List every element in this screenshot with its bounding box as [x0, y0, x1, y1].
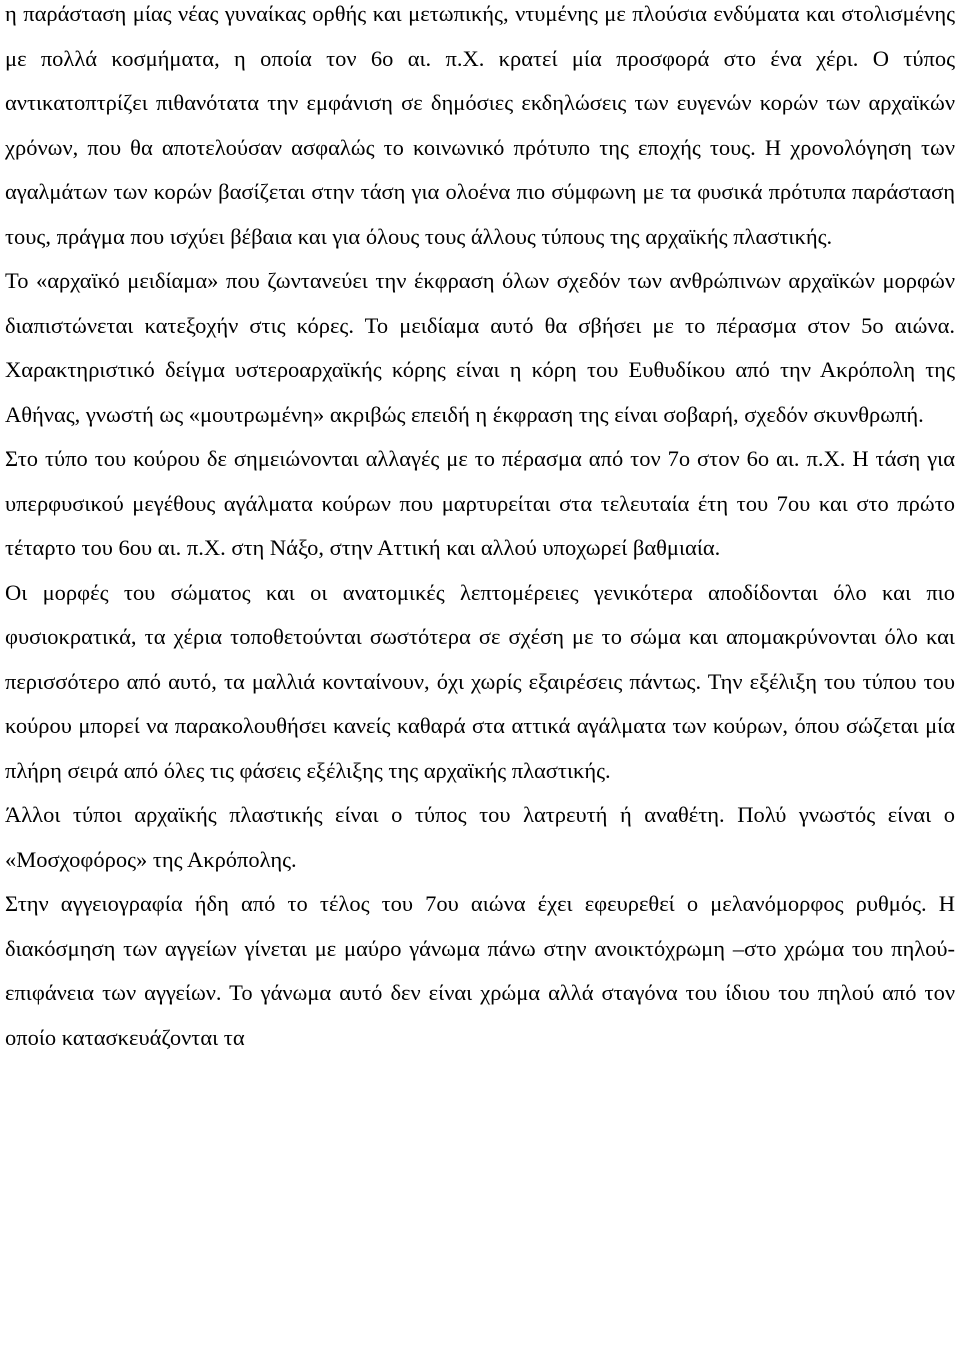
paragraph-body-forms: Οι μορφές του σώματος και οι ανατομικές λεπτομέρειες γενικότερα αποδίδονται όλο και πιο φυσιοκρατικά, τα χέρια τοποθετούνται σωστότερα σε σχέση με το σώμα και απομακρύνονται όλο και περισσότερο από αυτό, τα μαλλιά κονταίνουν, όχι χωρίς εξαιρέσεις πάντως. Την εξέλιξη του τύπου του κούρου μπορεί να παρακολουθήσει κανείς καθαρά στα αττικά αγάλματα των κούρων, όπου σώζεται μία πλήρη σειρά από όλες τις φάσεις εξέλιξης της αρχαϊκής πλαστικής.	[5, 579, 955, 783]
paragraph-korai-description: η παράσταση μίας νέας γυναίκας ορθής και μετωπικής, ντυμένης με πλούσια ενδύματα και στολισμένης με πολλά κοσμήματα, η οποία τον 6ο αι. π.Χ. κρατεί μία προσφορά στο ένα χέρι. Ο τύπος αντικατοπτρίζει πιθανότατα την εμφάνιση σε δημόσιες εκδηλώσεις των ευγενών κορών των αρχαϊκών χρόνων, που θα αποτελούσαν ασφαλώς το κοινωνικό πρότυπο της εποχής τους. Η χρονολόγηση των αγαλμάτων των κορών βασίζεται στην τάση για ολοένα πιο σύμφωνη με τα φυσικά πρότυπα παράσταση τους, πράγμα που ισχύει βέβαια και για όλους τους άλλους τύπους της αρχαϊκής πλαστικής.	[5, 1, 955, 249]
document-page	[5, 0, 955, 1060]
paragraph-vase-painting: Στην αγγειογραφία ήδη από το τέλος του 7ου αιώνα έχει εφευρεθεί ο μελανόμορφος ρυθμός. Η διακόσμηση των αγγείων γίνεται με μαύρο γάνωμα πάνω στην ανοικτόχρωμη –στο χρώμα του πηλού- επιφάνεια των αγγείων. Το γάνωμα αυτό δεν είναι χρώμα αλλά σταγόνα του ίδιου του πηλού από τον οποίο κατασκευάζονται τα	[5, 891, 955, 1050]
paragraph-kouros-type: Στο τύπο του κούρου δε σημειώνονται αλλαγές με το πέρασμα από τον 7ο στον 6ο αι. π.Χ. Η τάση για υπερφυσικού μεγέθους αγάλματα κούρων που μαρτυρείται στα τελευταία έτη του 7ου και στο πρώτο τέταρτο του 6ου αι. π.Χ. στη Νάξο, στην Αττική και αλλού υποχωρεί βαθμιαία.	[5, 446, 955, 560]
paragraph-other-types: Άλλοι τύποι αρχαϊκής πλαστικής είναι ο τύπος του λατρευτή ή αναθέτη. Πολύ γνωστός είναι ο «Μοσχοφόρος» της Ακρόπολης.	[5, 802, 955, 872]
paragraph-archaic-smile: Το «αρχαϊκό μειδίαμα» που ζωντανεύει την έκφραση όλων σχεδόν των ανθρώπινων αρχαϊκών μορφών διαπιστώνεται κατεξοχήν στις κόρες. Το μειδίαμα αυτό θα σβήσει με το πέρασμα στον 5ο αιώνα. Χαρακτηριστικό δείγμα υστεροαρχαϊκής κόρης είναι η κόρη του Ευθυδίκου από την Ακρόπολη της Αθήνας, γνωστή ως «μουτρωμένη» ακριβώς επειδή η έκφραση της είναι σοβαρή, σχεδόν σκυνθρωπή.	[5, 268, 955, 427]
